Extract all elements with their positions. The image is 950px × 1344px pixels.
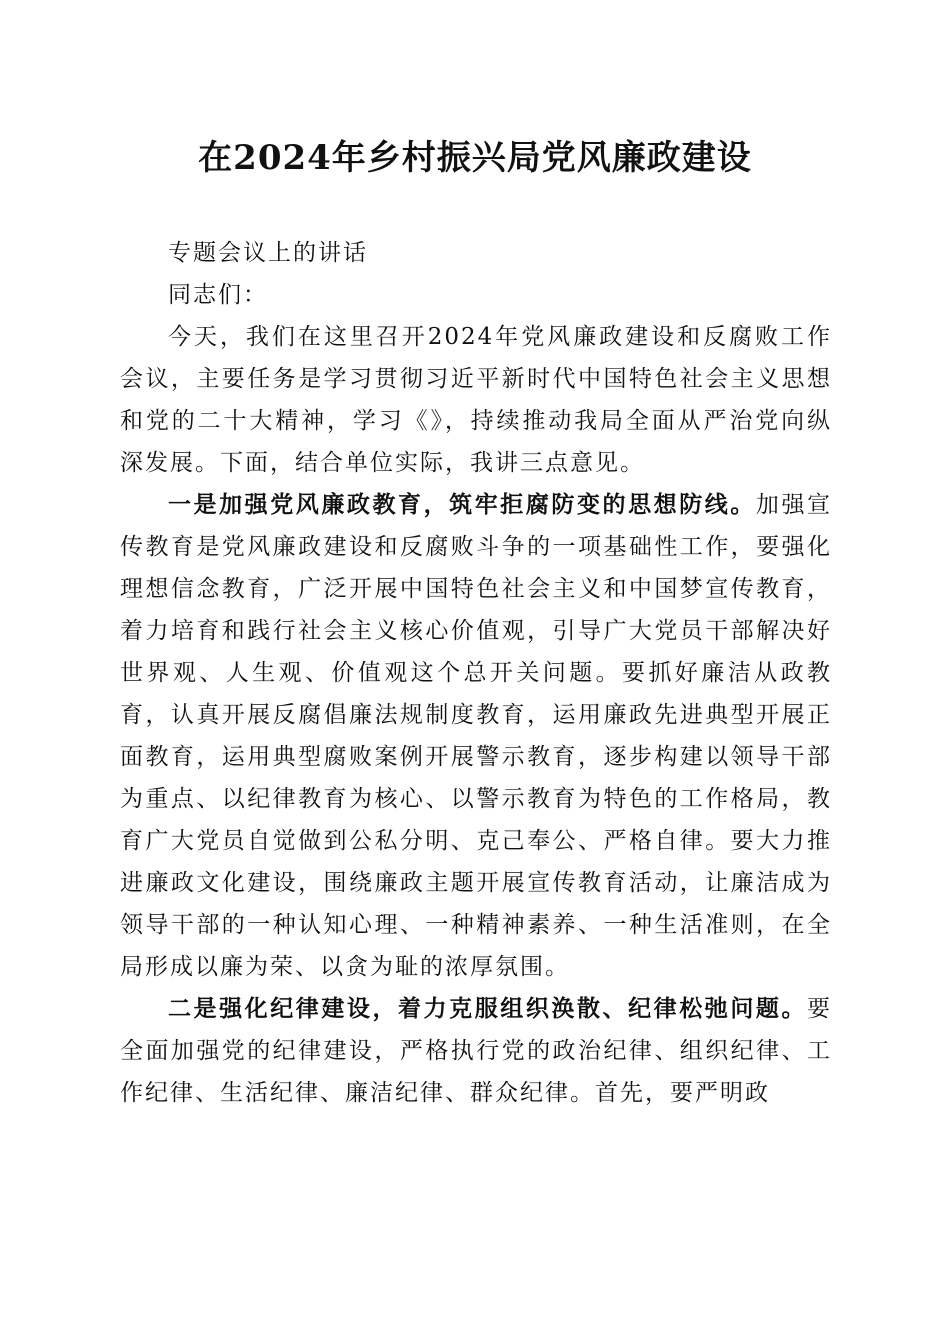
section-2-text: 要全面加强党的纪律建设，严格执行党的政治纪律、组织纪律、工作纪律、生活纪律、廉洁纪律、群众纪律。首先，要严明政 — [120, 996, 832, 1106]
document-title: 在2024年乡村振兴局党风廉政建设 — [198, 138, 752, 178]
section-1-lead: 一是加强党风廉政教育，筑牢拒腐防变的思想防线。 — [168, 491, 756, 518]
section-1-paragraph — [120, 484, 832, 988]
intro-paragraph: 今天，我们在这里召开2024年党风廉政建设和反腐败工作会议，主要任务是学习贯彻习近平新时代中国特色社会主义思想和党的二十大精神，学习《》，持续推动我局全面从严治党向纵深发展。下面，结合单位实际，我讲三点意见。 — [120, 324, 832, 476]
section-2-lead: 二是强化纪律建设，着力克服组织涣散、纪律松弛问题。 — [168, 995, 807, 1022]
document-body — [120, 232, 832, 1114]
section-2-paragraph — [120, 988, 832, 1114]
subtitle-line: 专题会议上的讲话 — [168, 240, 368, 266]
section-1-text: 加强宣传教育是党风廉政建设和反腐败斗争的一项基础性工作，要强化理想信念教育，广泛开展中国特色社会主义和中国梦宣传教育，着力培育和践行社会主义核心价值观，引导广大党员干部解决好世界观、人生观、价值观这个总开关问题。要抓好廉洁从政教育，认真开展反腐倡廉法规制度教育，运用廉政先进典型开展正面教育，运用典型腐败案例开展警示教育，逐步构建以领导干部为重点、以纪律教育为核心、以警示教育为特色的工作格局，教育广大党员自觉做到公私分明、克己奉公、严格自律。要大力推进廉政文化建设，围绕廉政主题开展宣传教育活动，让廉洁成为领导干部的一种认知心理、一种精神素养、一种生活准则，在全局形成以廉为荣、以贪为耻的浓厚氛围。 — [120, 492, 833, 980]
salutation: 同志们： — [168, 282, 268, 308]
